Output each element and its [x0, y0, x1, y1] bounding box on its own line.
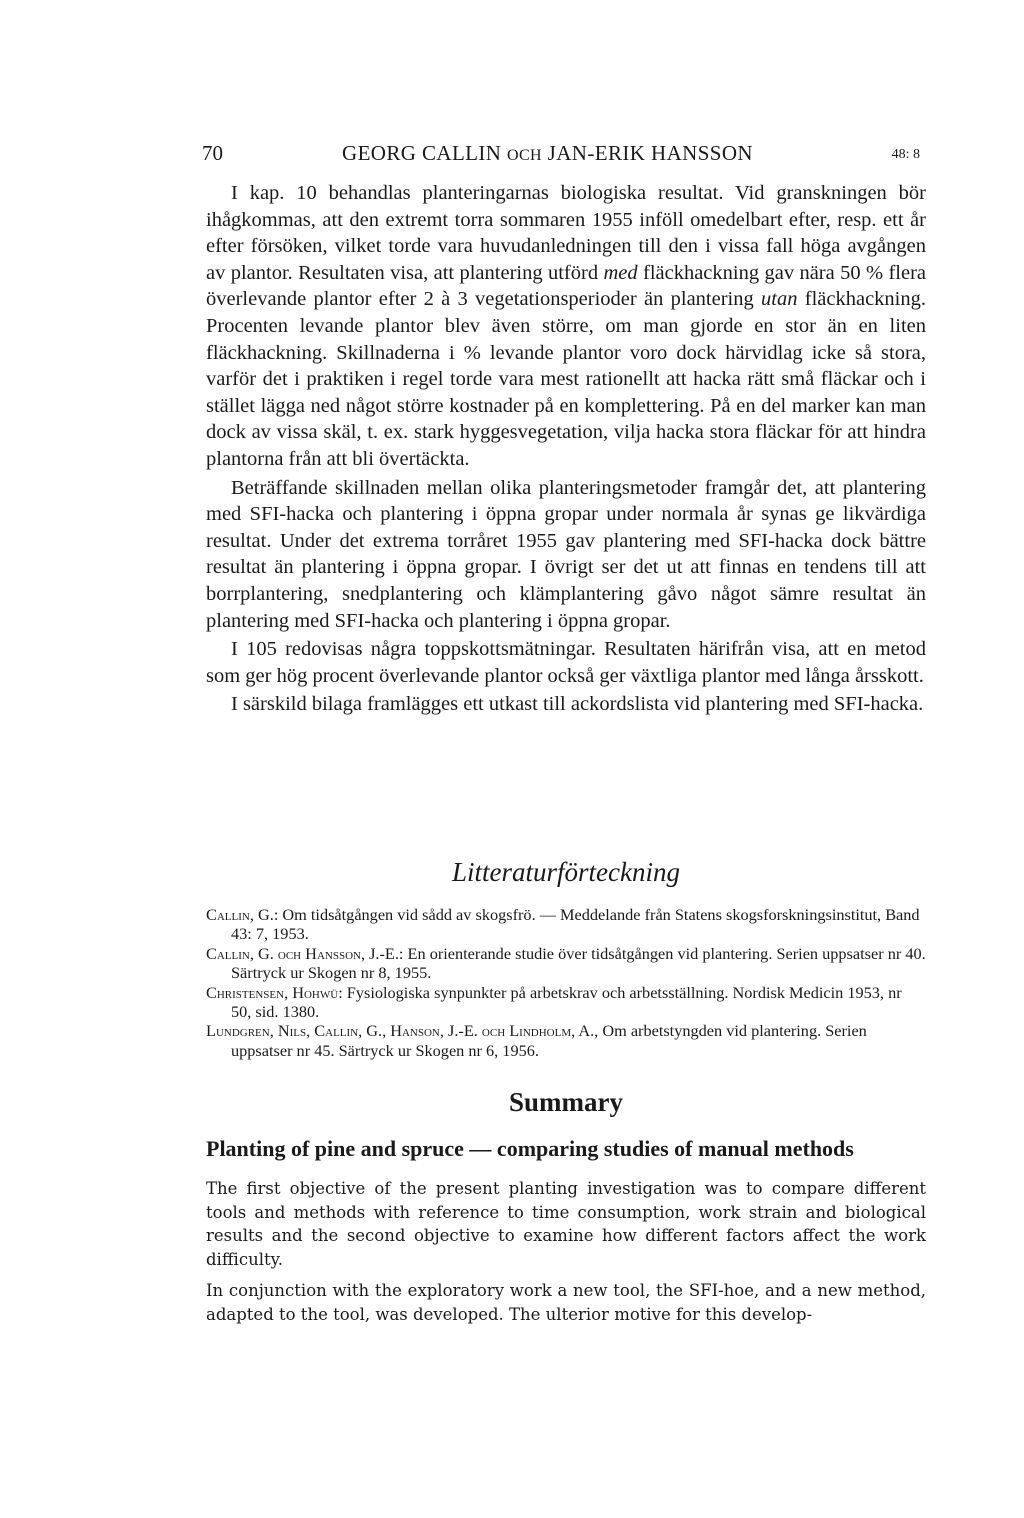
summary-paragraph-1: The first objective of the present planting investigation was to compare different tools and methods with reference to time consumption, work strain and biological results and the second objective to examine how different factors affect the work difficulty.: [206, 1179, 926, 1269]
author-conjunction: OCH: [507, 147, 543, 164]
running-header: [202, 138, 926, 168]
summary-text: [206, 1177, 926, 1334]
reference-item: [206, 1021, 926, 1060]
reference-text: Om tidsåtgången vid sådd av skogsfrö. — Meddelande från Statens skogsforskningsinstitut, Band 43: 7, 1953.: [231, 905, 920, 944]
page-number: 70: [202, 141, 223, 165]
references-heading: Litteraturförteckning: [452, 857, 680, 887]
summary-heading: Summary: [509, 1087, 623, 1117]
emphasis-utan: utan: [761, 288, 798, 311]
paragraph-1-part-a: I kap. 10 behandlas planteringarnas biologiska resultat. Vid granskningen bör ihågkommas, att den extremt torra sommaren 1955 inföll omedelbart efter, resp. ett år efter försöken, vilket torde vara huvudanledningen till den i vissa fall höga avgången av plantor. Resultaten visa, att plantering utförd: [206, 182, 926, 284]
reference-author: Christensen, Hohwü:: [206, 982, 343, 1002]
paragraph-1: [206, 180, 926, 473]
reference-item: [206, 944, 926, 983]
author-hansson: JAN-ERIK HANSSON: [547, 141, 753, 165]
summary-subheading: Planting of pine and spruce — comparing studies of manual methods: [206, 1136, 854, 1161]
reference-text: Om arbetstyngden vid plantering. Serien uppsatser nr 45. Särtryck ur Skogen nr 6, 1956.: [231, 1021, 867, 1060]
paragraph-2: Beträffande skillnaden mellan olika planteringsmetoder framgår det, att plantering med SFI-hacka och plantering i öppna gropar under normala år synas ge likvärdiga resultat. Under det extrema torråret 1955 gav plantering med SFI-hacka dock bättre resultat än plantering i öppna gropar. I övrigt ser det ut att finnas en tendens till att borrplantering, snedplantering och klämplantering gåvo något sämre resultat än plantering med SFI-hacka och plantering i öppna gropar.: [206, 476, 926, 632]
reference-text: En orienterande studie över tidsåtgången vid plantering. Serien uppsatser nr 40. Särtryck ur Skogen nr 8, 1955.: [231, 943, 926, 983]
paragraph-1-part-b: fläckhackning gav nära 50 % flera överlevande plantor efter 2 à 3 vegetationsperioder än plantering: [206, 261, 926, 311]
issue-number: 48: 8: [891, 147, 920, 162]
reference-author: Callin, G. och Hansson, J.-E.:: [206, 943, 404, 963]
paragraph-3: I 105 redovisas några toppskottsmätningar. Resultaten härifrån visa, att en metod som ger hög procent överlevande plantor också ger växtliga plantor med långa årsskott.: [206, 638, 926, 687]
summary-paragraph-2: In conjunction with the exploratory work a new tool, the SFI-hoe, and a new method, adapted to the tool, was developed. The ulterior motive for this develop-: [206, 1281, 926, 1324]
reference-author: Lundgren, Nils, Callin, G., Hanson, J.-E. och Lindholm, A.,: [206, 1021, 599, 1041]
body-text: [206, 180, 926, 720]
author-callin: GEORG CALLIN: [342, 141, 502, 165]
reference-item: [206, 983, 926, 1022]
references-list: [206, 905, 926, 1060]
emphasis-med: med: [603, 261, 638, 284]
running-title: [342, 138, 753, 171]
reference-item: [206, 905, 926, 944]
paragraph-1-part-c: fläckhackning. Procenten levande plantor blev även större, om man gjorde en stor än en liten fläckhackning. Skillnaderna i % levande plantor voro dock härvidlag icke så stora, varför det i praktiken i regel torde vara mest rationellt att hacka rätt små fläckar och i stället lägga ned något större kostnader på en komplettering. På en del marker kan man dock av vissa skäl, t. ex. stark hyggesvegetation, vilja hacka stora fläckar för att hindra plantorna från att bli övertäckta.: [206, 288, 926, 470]
reference-author: Callin, G.:: [206, 905, 279, 924]
paragraph-4: I särskild bilaga framlägges ett utkast till ackordslista vid plantering med SFI-hacka.: [231, 693, 924, 716]
reference-text: Fysiologiska synpunkter på arbetskrav och arbetsställning. Nordisk Medicin 1953, nr 50, sid. 1380.: [231, 982, 902, 1022]
